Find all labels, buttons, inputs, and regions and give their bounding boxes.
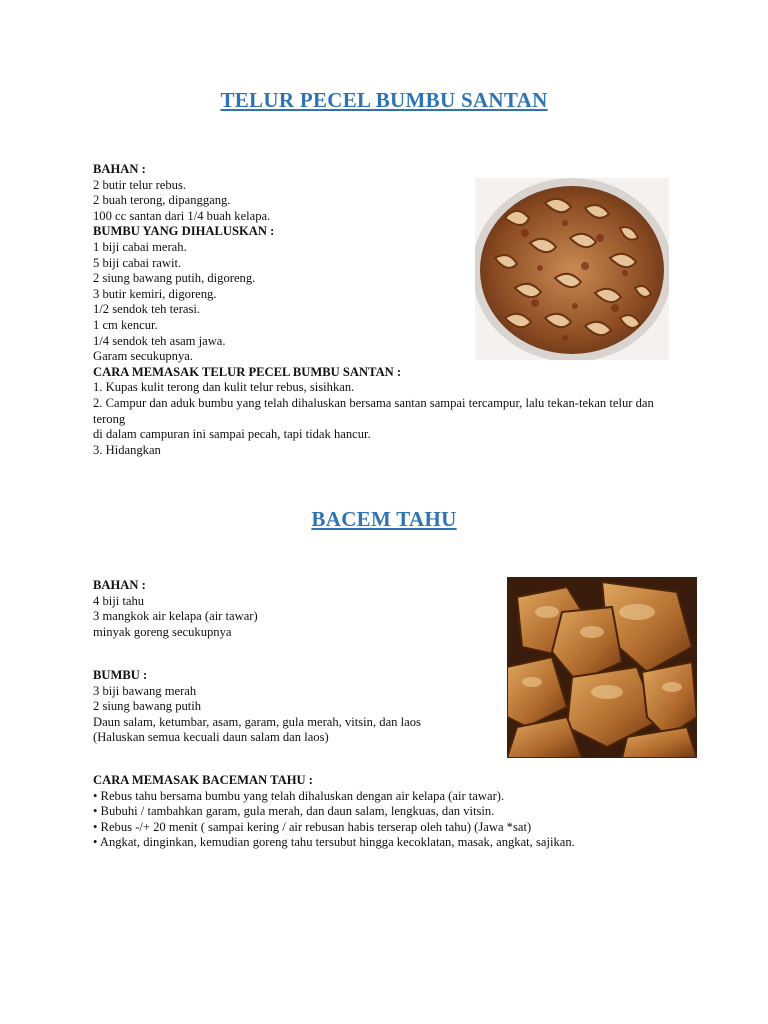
recipe2-bumbu-item: (Haluskan semua kecuali daun salam dan laos): [93, 730, 329, 745]
recipe1-bahan-heading: BAHAN :: [93, 162, 146, 176]
recipe2-bahan-item: minyak goreng secukupnya: [93, 624, 232, 639]
recipe1-cara-step: di dalam campuran ini sampai pecah, tapi tidak hancur.: [93, 427, 371, 442]
recipe1-bumbu-item: Garam secukupnya.: [93, 349, 194, 364]
recipe1-bumbu-item: 1 biji cabai merah.: [93, 239, 187, 254]
recipe2-bumbu-section: [93, 668, 503, 746]
recipe1-bahan-item: 100 cc santan dari 1/4 buah kelapa.: [93, 208, 271, 223]
recipe1-bahan-item: 2 butir telur rebus.: [93, 177, 187, 192]
recipe2-bahan-item: 4 biji tahu: [93, 593, 145, 608]
recipe2-cara-step: • Bubuhi / tambahkan garam, gula merah, dan daun salam, lengkuas, dan vitsin.: [93, 804, 495, 819]
recipe1-cara-step: 1. Kupas kulit terong dan kulit telur rebus, sisihkan.: [93, 380, 355, 395]
recipe2-bahan-item: 3 mangkok air kelapa (air tawar): [93, 609, 258, 624]
recipe1-title: TELUR PECEL BUMBU SANTAN: [220, 88, 548, 112]
recipe2-bahan-section: [93, 578, 503, 640]
recipe1-bumbu-heading: BUMBU YANG DIHALUSKAN :: [93, 224, 275, 239]
recipe2-bumbu-item: Daun salam, ketumbar, asam, garam, gula merah, vitsin, dan laos: [93, 714, 421, 729]
recipe1-cara-step: 3. Hidangkan: [93, 442, 161, 457]
bacem-tahu-photo: [507, 577, 697, 758]
recipe2-bumbu-item: 3 biji bawang merah: [93, 683, 197, 698]
recipe1-bumbu-item: 1 cm kencur.: [93, 317, 158, 332]
recipe2-cara-step: • Rebus -/+ 20 menit ( sampai kering / air rebusan habis terserap oleh tahu) (Jawa *sat): [93, 819, 532, 834]
recipe1-bumbu-item: 2 siung bawang putih, digoreng.: [93, 271, 256, 286]
recipe1-cara-heading: CARA MEMASAK TELUR PECEL BUMBU SANTAN :: [93, 364, 402, 379]
recipe1-bumbu-item: 5 biji cabai rawit.: [93, 255, 182, 270]
recipe1-bahan-item: 2 buah terong, dipanggang.: [93, 193, 231, 208]
recipe1-bumbu-item: 1/2 sendok teh terasi.: [93, 302, 201, 317]
recipe2-cara-section: [93, 773, 693, 851]
recipe2-bumbu-item: 2 siung bawang putih: [93, 699, 202, 714]
recipe2-bumbu-heading: BUMBU :: [93, 668, 148, 682]
recipe1-bumbu-item: 1/4 sendok teh asam jawa.: [93, 333, 226, 348]
recipe1-cara-step: 2. Campur dan aduk bumbu yang telah dihaluskan bersama santan sampai tercampur, lalu tekan-tekan telur dan terong: [93, 395, 654, 426]
recipe1-bumbu-item: 3 butir kemiri, digoreng.: [93, 286, 217, 301]
recipe2-cara-step: • Rebus tahu bersama bumbu yang telah dihaluskan dengan air kelapa (air tawar).: [93, 788, 505, 803]
recipe2-cara-step: • Angkat, dinginkan, kemudian goreng tahu tersubut hingga kecoklatan, masak, angkat, sajikan.: [93, 835, 575, 850]
recipe2-title: BACEM TAHU: [311, 507, 457, 531]
recipe2-cara-heading: CARA MEMASAK BACEMAN TAHU :: [93, 773, 313, 787]
telur-pecel-photo: [475, 178, 669, 360]
recipe2-bahan-heading: BAHAN :: [93, 578, 146, 592]
